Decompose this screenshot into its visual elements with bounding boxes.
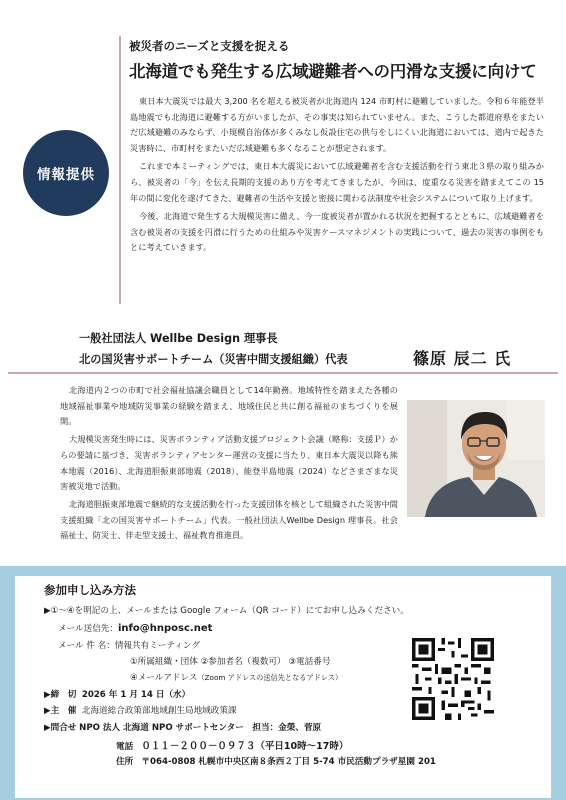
address-value: 〒064-0808 札幌市中央区南８条西２丁目 5-74 市民活動プラザ星園 201 xyxy=(141,757,436,767)
badge-label: 情報提供 xyxy=(37,167,95,183)
required-items: ①所属組織・団体 ②参加者名（複数可） ③電話番号 xyxy=(130,657,331,667)
bio-paragraph: 北海道胆振東部地震で継続的な支援活動を行った支援団体を核として組織された災害中間支援組織「北の国災害サポートチーム」代表。一般社団法人Wellbe Design 理事長。社会福祉士、防災士、伴走型支援士、福祉教育推進員。 xyxy=(60,498,398,541)
deadline-row xyxy=(44,688,190,700)
deadline-value: 2026 年 1 月 14 日（水） xyxy=(81,690,191,700)
intro-paragraph: これまで本ミーティングでは、東日本大震災において広域避難者を含む支援活動を行う東北３県の取り組みから、被災者の「今」を伝え長期的支援のあり方を考えてきましたが、今回は、度重なる災害を踏まえてこの 15 年の間に変化を遂げてきた、避難者の生活や支援と密接に関わる法制度や社会システムについて取り上げます。 xyxy=(130,161,544,203)
address-row xyxy=(116,755,436,767)
subtitle: 被災者のニーズと支援を捉える xyxy=(129,39,290,53)
contact-row xyxy=(44,721,321,733)
host-row xyxy=(44,704,237,716)
intro-paragraph: 東日本大震災では最大 3,200 名を超える被災者が北海道内 124 市町村に避難していました。令和６年能登半島地震でも北海道に避難する方がいましたが、その事実は知られていません。また、こうした都道府県をまたいだ広域避難のみならず、小規模自治体が多くみなし仮設住宅の供与をしにくい北海道においては、道内で起きた災害時に、市町村をまたいだ広域避難も多くなることが想定されます。 xyxy=(130,96,544,153)
horizontal-rule xyxy=(8,372,558,374)
host-value: 北海道総合政策部地域創生局地域政策課 xyxy=(81,706,237,716)
contact-label: ▶問合せ xyxy=(44,723,77,733)
subject-value: 情報共有ミーティング xyxy=(114,641,200,651)
application-section xyxy=(0,566,566,800)
required-items-email xyxy=(130,671,342,683)
email-item-note: （Zoom アドレスの送信先となるアドレス） xyxy=(197,673,343,682)
deadline-label: ▶締 切 xyxy=(44,690,77,700)
contact-value: NPO 法人 北海道 NPO サポートセンター 担当：金榮、菅原 xyxy=(79,723,322,733)
address-label: 住所 xyxy=(116,757,134,767)
subject-label: メール 件 名： xyxy=(58,641,115,651)
page-title: 北海道でも発生する広域避難者への円滑な支援に向けて xyxy=(129,62,537,81)
intro-text xyxy=(130,94,544,259)
info-badge xyxy=(23,130,109,216)
bio-paragraph: 大規模災害発生時には、災害ボランティア活動支援プロジェクト会議（略称：支援Ｐ）からの要請に基づき、災害ボランティアセンター運営の支援に当たり、東日本大震災以降も熊本地震（2016）、北海道胆振東部地震（2018）、能登半島地震（2024）などさまざまな災害被災地で活動。 xyxy=(60,434,398,492)
mail-row xyxy=(58,622,212,634)
subject-row xyxy=(58,639,200,651)
mail-address-link[interactable]: info@hnposc.net xyxy=(118,623,213,634)
email-item: ④メールアドレス xyxy=(130,673,198,683)
application-instruction: ▶①～④を明記の上、メールまたは Google フォーム（QR コード）にてお申し込みください。 xyxy=(44,606,409,616)
vertical-rule xyxy=(119,36,121,304)
tel-label: 電話 xyxy=(116,742,134,752)
speaker-photo xyxy=(407,400,545,517)
host-label: ▶主 催 xyxy=(44,706,77,716)
intro-paragraph: 今後、北海道で発生する大規模災害に備え、今一度被災者が置かれる状況を把握するとともに、広域避難者を含む被災者の支援を円滑に行うための仕組みや災害ケースマネジメントの実践について、過去の災害の事例をもとに考えていきます。 xyxy=(130,211,544,253)
speaker-bio xyxy=(60,383,398,546)
application-heading: 参加申し込み方法 xyxy=(44,583,136,597)
tel-row xyxy=(116,738,348,752)
qr-code-icon[interactable] xyxy=(412,638,494,720)
speaker-affiliation-1: 一般社団法人 Wellbe Design 理事長 xyxy=(79,332,278,345)
speaker-affiliation-2: 北の国災害サポートチーム（災害中間支援組織）代表 xyxy=(79,353,348,366)
speaker-name: 篠原 辰二 氏 xyxy=(413,349,512,368)
mail-label: メール送信先： xyxy=(58,624,118,634)
bio-paragraph: 北海道内２つの市町で社会福祉協議会職員として14年勤務。地域特性を踏まえた各種の地域福祉事業や地域防災事業の経験を踏まえ、地域住民と共に創る福祉のまちづくりを展開。 xyxy=(60,385,398,427)
tel-value: ０１１－２００－０９７３（平日10時～17時） xyxy=(141,741,349,752)
